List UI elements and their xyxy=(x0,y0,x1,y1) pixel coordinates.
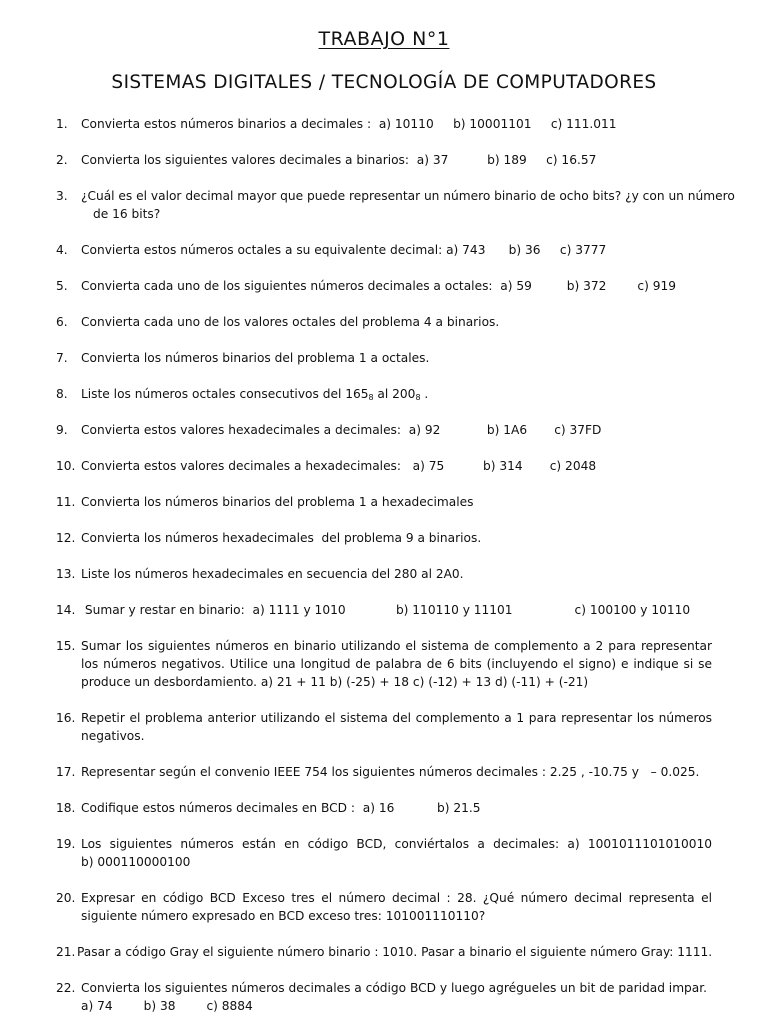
exercise-text: Codifique estos números decimales en BCD : a) 16 b) 21.5 xyxy=(81,801,481,815)
exercise-item-18 xyxy=(56,799,712,817)
exercise-number: 5. xyxy=(56,279,68,293)
exercise-item-10 xyxy=(56,457,712,475)
exercise-text: Convierta los números hexadecimales del problema 9 a binarios. xyxy=(81,531,482,545)
exercise-text: Sumar y restar en binario: a) 1111 y 1010 b) 110110 y 11101 c) 100100 y 10110 xyxy=(81,603,691,617)
exercise-item-20 xyxy=(56,889,712,925)
exercise-text: Expresar en código BCD Exceso tres el número decimal : 28. ¿Qué número decimal representa el siguiente número expresado en BCD exceso tres: 101001110110? xyxy=(81,891,712,923)
exercise-text: Convierta cada uno de los siguientes números decimales a octales: a) 59 b) 372 c) 919 xyxy=(81,279,676,293)
exercise-number: 18. xyxy=(56,801,76,815)
exercise-number: 4. xyxy=(56,243,68,257)
exercise-item-2 xyxy=(56,151,712,169)
exercise-item-8 xyxy=(56,385,712,407)
exercise-text: Convierta los números binarios del problema 1 a octales. xyxy=(81,351,430,365)
exercise-text: Convierta los siguientes valores decimales a binarios: a) 37 b) 189 c) 16.57 xyxy=(81,153,597,167)
exercise-text: Convierta los siguientes números decimales a código BCD y luego agrégueles un bit de paridad impar. xyxy=(81,981,708,995)
exercise-number: 14. xyxy=(56,603,76,617)
exercise-text-part: . xyxy=(420,387,429,401)
exercise-number: 19. xyxy=(56,837,76,851)
exercise-item-19 xyxy=(56,835,712,871)
exercise-text: Repetir el problema anterior utilizando el sistema del complemento a 1 para representar los números negativos. xyxy=(81,711,712,743)
exercise-text: Convierta estos valores hexadecimales a decimales: a) 92 b) 1A6 c) 37FD xyxy=(81,423,602,437)
exercise-text-continued: a) 74 b) 38 c) 8884 xyxy=(81,999,253,1013)
exercise-text-part: al 200 xyxy=(373,387,416,401)
exercise-item-22 xyxy=(56,979,712,1015)
document-title: TRABAJO N°1 xyxy=(318,28,450,50)
exercise-text: Convierta estos números binarios a decimales : a) 10110 b) 10001101 c) 111.011 xyxy=(81,117,617,131)
exercise-item-12 xyxy=(56,529,712,547)
exercise-number: 1. xyxy=(56,117,68,131)
exercise-item-14 xyxy=(56,601,712,619)
exercise-number: 20. xyxy=(56,891,76,905)
exercise-number: 8. xyxy=(56,387,68,401)
exercise-text-continued: b) 000110000100 xyxy=(81,855,191,869)
exercise-number: 9. xyxy=(56,423,68,437)
octal-subscript: 8 xyxy=(415,393,421,402)
exercise-number: 7. xyxy=(56,351,68,365)
exercise-number: 17. xyxy=(56,765,76,779)
exercise-number: 10. xyxy=(56,459,76,473)
exercise-number: 21. xyxy=(56,945,76,959)
exercise-text: Pasar a código Gray el siguiente número binario : 1010. Pasar a binario el siguiente número Gray: 1111. xyxy=(77,945,713,959)
exercise-number: 6. xyxy=(56,315,68,329)
exercise-item-5 xyxy=(56,277,712,295)
document-subtitle: SISTEMAS DIGITALES / TECNOLOGÍA DE COMPUTADORES xyxy=(111,72,657,93)
exercise-text: ¿Cuál es el valor decimal mayor que puede representar un número binario de ocho bits? ¿y con un número xyxy=(81,189,735,203)
exercise-item-9 xyxy=(56,421,712,439)
exercise-text: Liste los números hexadecimales en secuencia del 280 al 2A0. xyxy=(81,567,464,581)
exercise-item-4 xyxy=(56,241,712,259)
exercise-number: 15. xyxy=(56,639,76,653)
exercise-text: Los siguientes números están en código BCD, conviértalos a decimales: a) 1001011101010010 xyxy=(81,837,712,851)
exercise-item-17 xyxy=(56,763,712,781)
exercise-item-6 xyxy=(56,313,712,331)
exercise-text: Convierta los números binarios del problema 1 a hexadecimales xyxy=(81,495,474,509)
exercise-item-3 xyxy=(56,187,735,223)
exercise-text: Representar según el convenio IEEE 754 los siguientes números decimales : 2.25 , -10.75 y – 0.025. xyxy=(81,765,700,779)
exercise-number: 11. xyxy=(56,495,76,509)
exercise-item-15 xyxy=(56,637,712,691)
octal-subscript: 8 xyxy=(368,393,374,402)
exercise-item-16 xyxy=(56,709,712,745)
exercise-item-1 xyxy=(56,115,712,133)
exercise-item-11 xyxy=(56,493,712,511)
exercise-number: 3. xyxy=(56,189,68,203)
exercise-text: Sumar los siguientes números en binario utilizando el sistema de complemento a 2 para representar los números negativos. Utilice una longitud de palabra de 6 bits (incluyendo el signo) e indique si se produce un desbordamiento. a) 21 + 11 b) (-25) + 18 c) (-12) + 13 d) (-11) + (-21) xyxy=(81,639,712,689)
exercise-text: Convierta cada uno de los valores octales del problema 4 a binarios. xyxy=(81,315,500,329)
exercise-item-21 xyxy=(56,943,712,961)
exercise-text xyxy=(81,385,712,407)
exercise-number: 13. xyxy=(56,567,76,581)
exercise-text-continued: de 16 bits? xyxy=(93,207,161,221)
exercise-text-part: Liste los números octales consecutivos del 165 xyxy=(81,387,369,401)
exercise-number: 2. xyxy=(56,153,68,167)
exercise-number: 12. xyxy=(56,531,76,545)
exercise-item-13 xyxy=(56,565,712,583)
exercise-text: Convierta estos valores decimales a hexadecimales: a) 75 b) 314 c) 2048 xyxy=(81,459,597,473)
exercise-number: 22. xyxy=(56,981,76,995)
exercise-number: 16. xyxy=(56,711,76,725)
exercise-item-7 xyxy=(56,349,712,367)
exercise-text: Convierta estos números octales a su equivalente decimal: a) 743 b) 36 c) 3777 xyxy=(81,243,607,257)
